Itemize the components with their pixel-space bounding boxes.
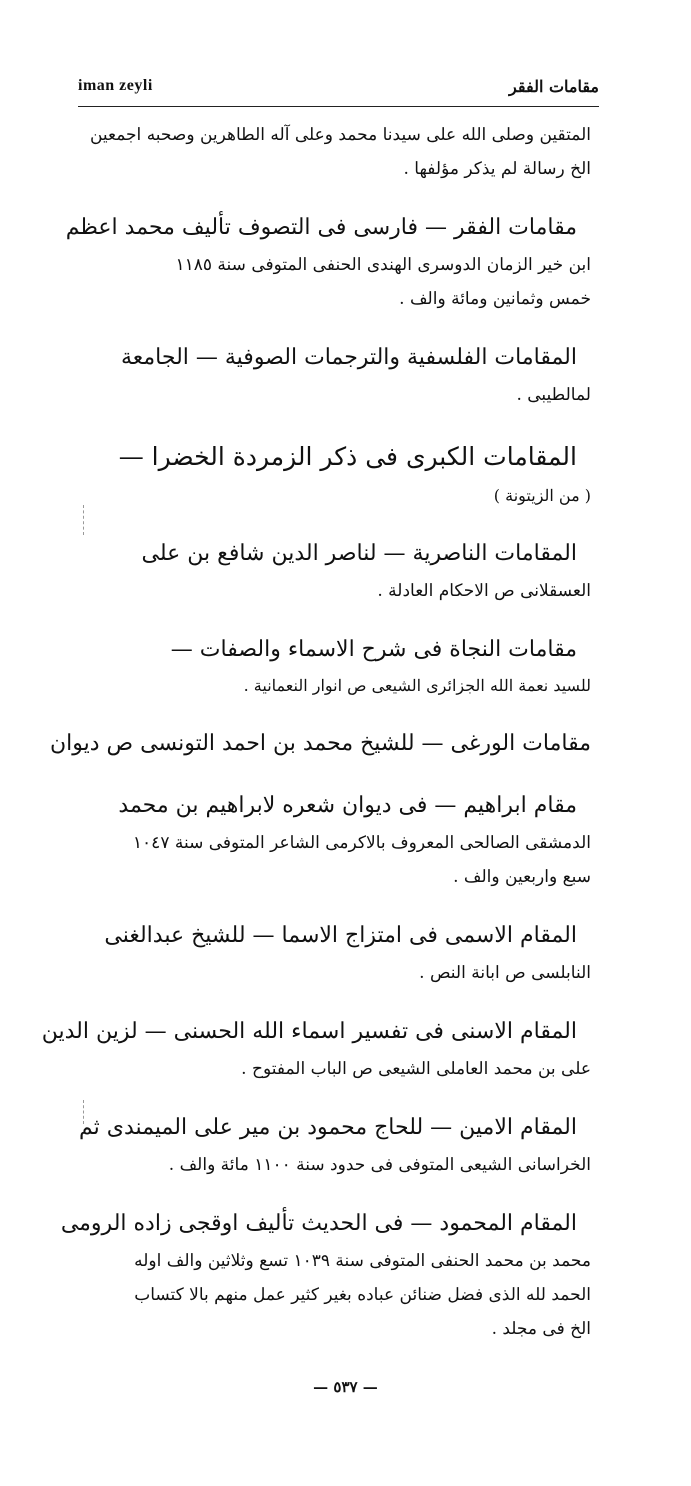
entry-title-line: المقام الاسمى فى امتزاج الاسما — للشيخ عبدالغنى xyxy=(104,923,577,948)
entry xyxy=(60,1204,591,1346)
entry-list xyxy=(41,118,591,1368)
entry xyxy=(100,434,591,512)
entry-line: الخراسانى الشيعى المتوفى فى حدود سنة ١١٠٠ مائة والف . xyxy=(168,1155,591,1175)
entry-line: المتقين وصلى الله على سيدنا محمد وعلى آله الطاهرين وصحبه اجمعين xyxy=(89,125,591,145)
entry-line: ( من الزيتونة ) xyxy=(493,486,591,505)
entry-line: الحمد لله الذى فضل ضنائن عباده بغير كثير عمل منهم بالا كتساب xyxy=(134,1285,591,1305)
entry xyxy=(100,916,591,990)
entry-title-line: المقام المحمود — فى الحديث تأليف اوقجى زاده الرومى xyxy=(60,1211,577,1236)
page-header xyxy=(78,72,599,100)
entry-line: ابن خير الزمان الدوسرى الهندى الحنفى المتوفى سنة ١١٨٥ xyxy=(175,255,591,275)
entry-line: خمس وثمانين ومائة والف . xyxy=(399,289,591,309)
entry-line: العسقلانى ص الاحكام العادلة . xyxy=(377,581,591,601)
margin-mark xyxy=(83,505,84,535)
entry-line: النابلسى ص ابانة النص . xyxy=(419,963,591,983)
header-rule xyxy=(78,106,599,107)
entry-title-line: مقام ابراهيم — فى ديوان شعره لابراهيم بن محمد xyxy=(118,793,577,818)
entry-line: محمد بن محمد الحنفى المتوفى سنة ١٠٣٩ تسع وثلاثين والف اوله xyxy=(134,1251,591,1271)
entry xyxy=(65,208,591,316)
entry xyxy=(79,1108,591,1182)
entry xyxy=(100,534,591,608)
header-running-title: مقامات الفقر xyxy=(509,76,599,96)
entry xyxy=(49,724,591,764)
entry-title-line: المقامات الناصرية — لناصر الدين شافع بن على xyxy=(141,541,577,566)
header-left-text: iman zeyli xyxy=(78,77,153,94)
entry-title-line: مقامات الفقر — فارسى فى التصوف تأليف محمد اعظم xyxy=(65,215,577,240)
entry-line: على بن محمد العاملى الشيعى ص الباب المفتوح . xyxy=(241,1059,591,1079)
entry-line: لمالطيبى . xyxy=(516,385,591,405)
entry-title-line: المقام الامين — للحاج محمود بن مير على الميمندى ثم xyxy=(79,1115,577,1140)
entry-line: الخ رسالة لم يذكر مؤلفها . xyxy=(403,159,591,179)
entry-line: سبع واربعين والف . xyxy=(453,867,591,887)
entry-line: للسيد نعمة الله الجزائرى الشيعى ص انوار النعمانية . xyxy=(243,676,591,695)
entry-title-line: المقامات الكبرى فى ذكر الزمردة الخضرا — xyxy=(118,442,577,471)
entry xyxy=(100,786,591,894)
entry xyxy=(41,1012,591,1086)
entry xyxy=(89,118,591,186)
entry xyxy=(100,338,591,412)
entry-title-line: المقامات الفلسفية والترجمات الصوفية — الجامعة xyxy=(120,345,577,370)
page-number: — ٥٣٧ — xyxy=(313,1378,378,1396)
entry xyxy=(100,630,591,702)
entry-title-line: مقامات النجاة فى شرح الاسماء والصفات — xyxy=(170,637,577,662)
entry-title-line: مقامات الورغى — للشيخ محمد بن احمد التونسى ص ديوان xyxy=(49,731,591,756)
entry-title-line: المقام الاسنى فى تفسير اسماء الله الحسنى — لزين الدين xyxy=(41,1019,577,1044)
entry-line: الخ فى مجلد . xyxy=(491,1319,591,1339)
entry-line: الدمشقى الصالحى المعروف بالاكرمى الشاعر المتوفى سنة ١٠٤٧ xyxy=(132,833,591,853)
